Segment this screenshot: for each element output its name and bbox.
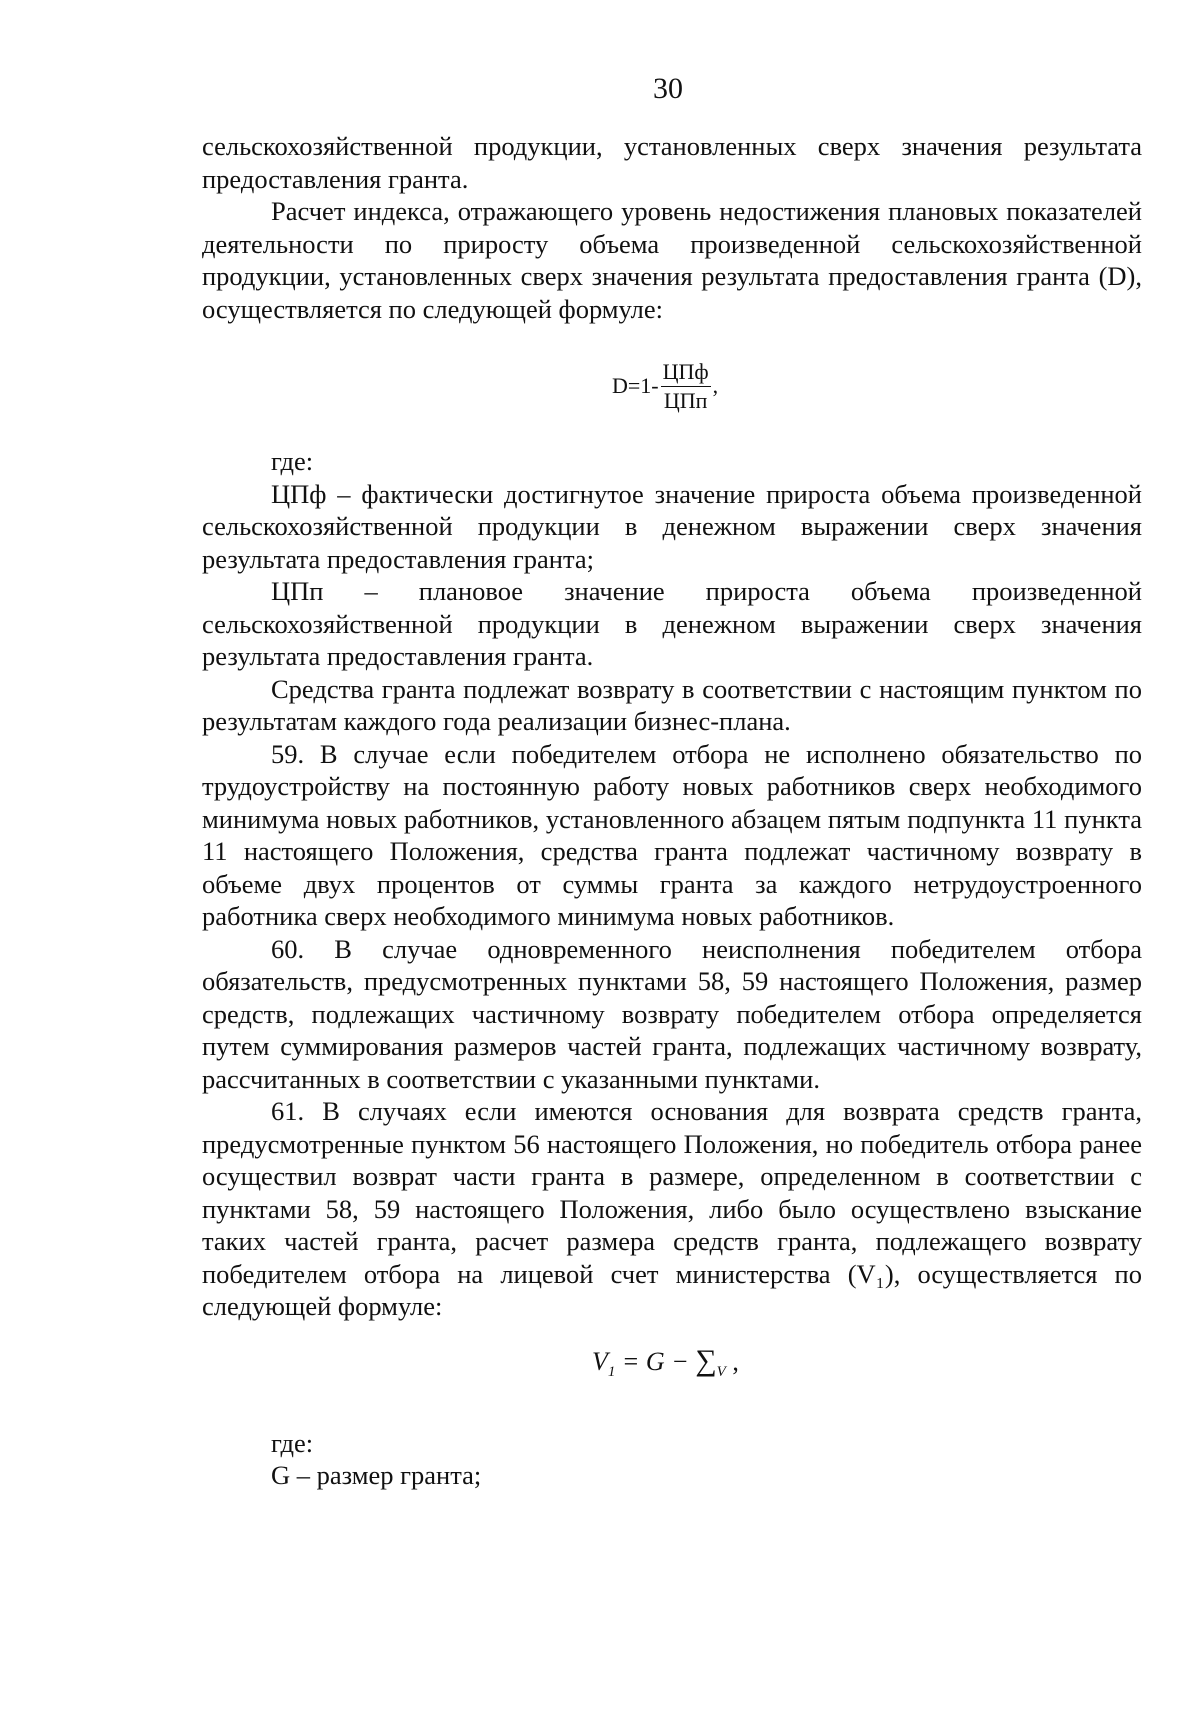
paragraph-cpp-definition: ЦПп – плановое значение прироста объема произведенной сельскохозяйственной продукции в денежном выражении сверх значения результата предоставления гранта.	[202, 576, 1142, 671]
paragraph-grant-return: Средства гранта подлежат возврату в соответствии с настоящим пунктом по результатам каждого года реализации бизнес-плана.	[202, 673, 1142, 736]
formula-v-lhs: V	[592, 1346, 608, 1376]
sigma-symbol: ∑	[695, 1343, 717, 1377]
formula-v-trailing: ,	[725, 1346, 739, 1376]
formula-d-denominator: ЦПп	[663, 388, 708, 413]
paragraph-61: 61. В случаях если имеются основания для возврата средств гранта, предусмотренные пунктом 56 настоящего Положения, но победитель отбора ранее осуществил возврат части гранта в размере, определенном в соответствии с пунктами 58, 59 настоящего Положения, либо было осуществлено взыскание таких частей гранта, расчет размера средств гранта, подлежащего возврату победителем отбора на лицевой счет министерства (V₁), осуществляется по следующей формуле:	[202, 1096, 1142, 1321]
paragraph-index-calculation: Расчет индекса, отражающего уровень недостижения плановых показателей деятельности по приросту объема произведенной сельскохозяйственной продукции, установленных сверх значения результата предоставления гранта (D), осуществляется по следующей формуле:	[202, 196, 1142, 324]
paragraph-continuation: сельскохозяйственной продукции, установленных сверх значения результата предоставления гранта.	[202, 131, 1142, 194]
formula-d-lhs: D=1-	[612, 373, 659, 399]
formula-d-fraction	[661, 359, 711, 414]
paragraph-g-definition: G – размер гранта;	[271, 1460, 482, 1490]
formula-v	[202, 1323, 1142, 1427]
formula-d	[202, 325, 1142, 445]
document-body	[202, 130, 1142, 1492]
formula-d-trailing: ,	[712, 373, 719, 399]
paragraph-60: 60. В случае одновременного неисполнения победителем отбора обязательств, предусмотренных пунктами 58, 59 настоящего Положения, размер средств, подлежащих частичному возврату победителем отбора определяется путем суммирования размеров частей гранта, подлежащих частичному возврату, рассчитанных в соответствии с указанными пунктами.	[202, 933, 1142, 1094]
paragraph-59: 59. В случае если победителем отбора не исполнено обязательство по трудоустройству на постоянную работу новых работников сверх необходимого минимума новых работников, установленного абзацем пятым подпункта 11 пункта 11 настоящего Положения, средства гранта подлежат частичному возврату в объеме двух процентов от суммы гранта за каждого нетрудоустроенного работника сверх необходимого минимума новых работников.	[202, 738, 1142, 931]
formula-v-lhs-subscript: 1	[607, 1363, 616, 1380]
where-label-2: где:	[271, 1427, 314, 1458]
where-label: где:	[271, 446, 314, 476]
paragraph-cpf-definition: ЦПф – фактически достигнутое значение прироста объема произведенной сельскохозяйственной продукции в денежном выражении сверх значения результата предоставления гранта;	[202, 478, 1142, 574]
page-number: 30	[653, 72, 683, 105]
formula-v-sigma-subscript: V	[716, 1363, 726, 1380]
formula-v-middle: = G −	[615, 1346, 696, 1376]
formula-d-numerator: ЦПф	[661, 359, 711, 387]
